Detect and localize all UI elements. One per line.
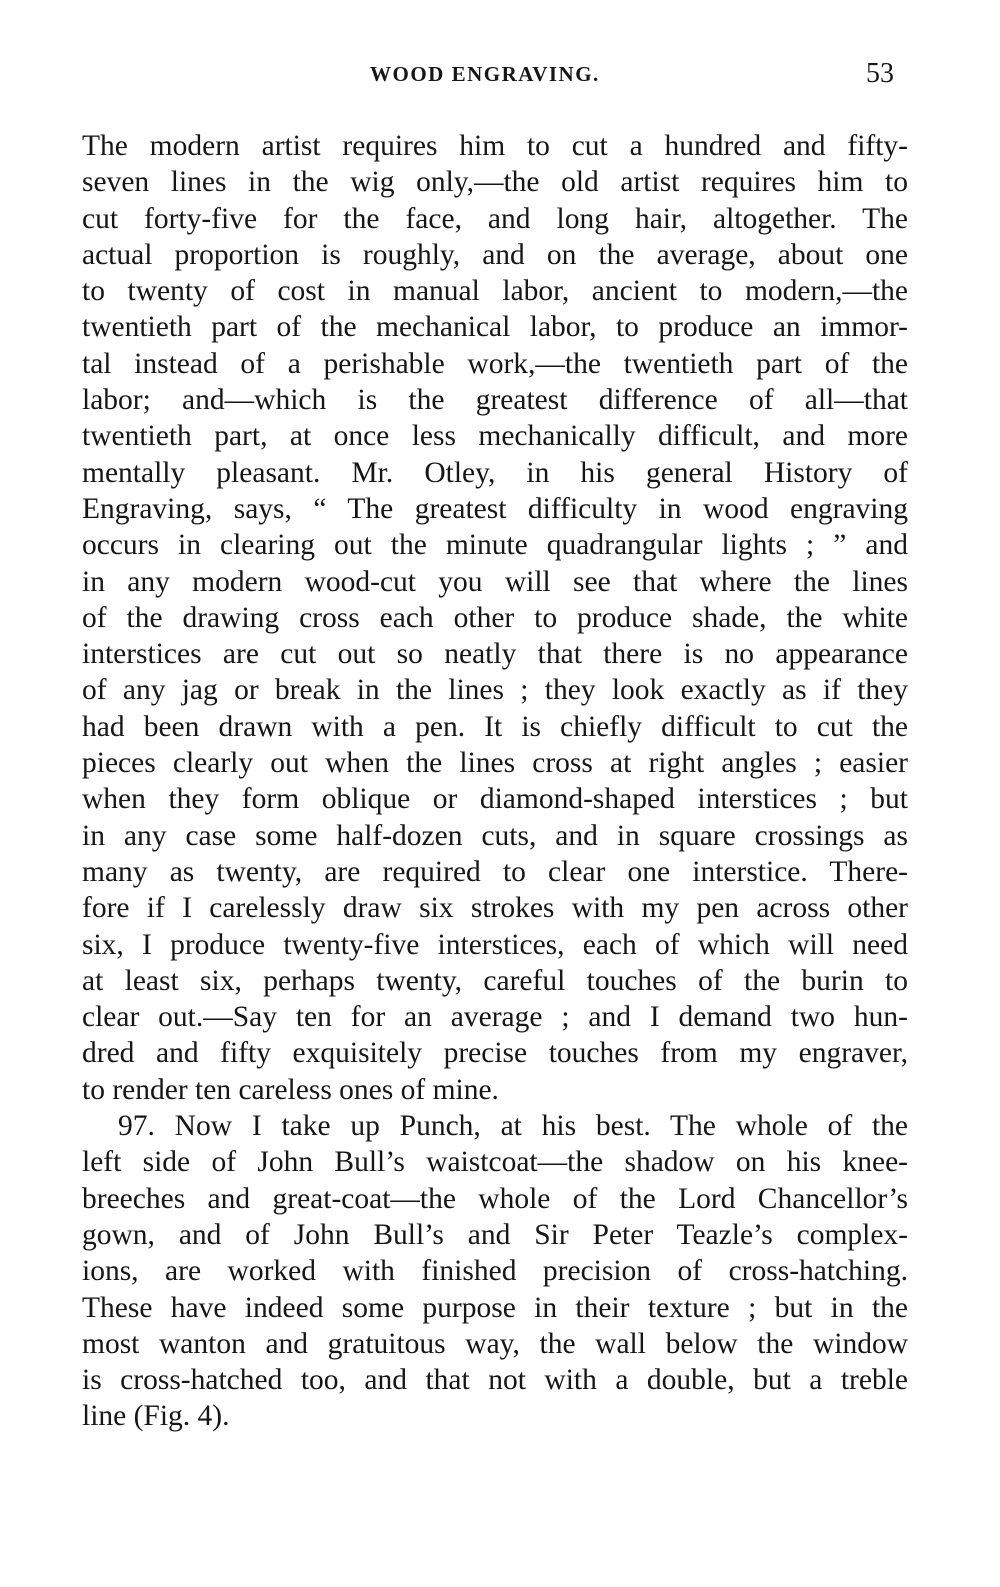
text-line: tal instead of a perishable work,—the twentieth part of the (82, 347, 908, 380)
text-line: of the drawing cross each other to produce shade, the white (82, 601, 908, 634)
text-line: occurs in clearing out the minute quadrangular lights ; ” and (82, 529, 908, 562)
text-line: most wanton and gratuitous way, the wall below the window (82, 1327, 908, 1360)
text-line: left side of John Bull’s waistcoat—the shadow on his knee- (82, 1146, 908, 1179)
text-line: ions, are worked with finished precision of cross-hatching. (82, 1255, 908, 1288)
text-line: of any jag or break in the lines ; they look exactly as if they (82, 674, 908, 707)
text-line: seven lines in the wig only,—the old artist requires him to (82, 166, 908, 199)
body-text (82, 128, 908, 1435)
text-line: fore if I carelessly draw six strokes with my pen across other (82, 892, 908, 925)
paragraph-1 (82, 128, 908, 1108)
text-line: in any modern wood-cut you will see that where the lines (82, 565, 908, 598)
text-line: actual proportion is roughly, and on the average, about one (82, 238, 908, 271)
text-line: had been drawn with a pen. It is chiefly difficult to cut the (82, 710, 908, 743)
text-line: to twenty of cost in manual labor, ancient to modern,—the (82, 275, 908, 308)
text-line: These have indeed some purpose in their texture ; but in the (82, 1291, 908, 1324)
text-line: pieces clearly out when the lines cross at right angles ; easier (82, 747, 908, 780)
text-line: The modern artist requires him to cut a hundred and fifty- (82, 130, 908, 162)
text-line: twentieth part, at once less mechanically difficult, and more (82, 420, 908, 453)
text-line: cut forty-five for the face, and long hair, altogether. The (82, 202, 908, 235)
text-line: clear out.—Say ten for an average ; and I demand two hun- (82, 1001, 908, 1034)
running-title: WOOD ENGRAVING. (370, 62, 600, 86)
text-line: at least six, perhaps twenty, careful touches of the burin to (82, 964, 908, 997)
text-line: labor; and—which is the greatest difference of all—that (82, 384, 908, 417)
text-line: breeches and great-coat—the whole of the Lord Chancellor’s (82, 1182, 908, 1215)
text-line: line (Fig. 4). (82, 1400, 230, 1433)
text-line: Engraving, says, “ The greatest difficulty in wood engraving (82, 492, 908, 525)
text-line: in any case some half-dozen cuts, and in square crossings as (82, 819, 908, 852)
text-line: is cross-hatched too, and that not with a double, but a treble (82, 1364, 908, 1397)
running-head (0, 58, 1000, 90)
text-line: interstices are cut out so neatly that there is no appearance (82, 638, 908, 671)
text-line: to render ten careless ones of mine. (82, 1073, 499, 1106)
text-line: gown, and of John Bull’s and Sir Peter Teazle’s complex- (82, 1218, 908, 1251)
text-line: many as twenty, are required to clear one interstice. There- (82, 855, 908, 888)
text-line: twentieth part of the mechanical labor, to produce an immor- (82, 311, 908, 344)
text-line: mentally pleasant. Mr. Otley, in his general History of (82, 456, 908, 489)
page-number: 53 (866, 58, 894, 89)
paragraph-2 (82, 1108, 908, 1435)
text-line: dred and fifty exquisitely precise touches from my engraver, (82, 1037, 908, 1070)
text-line: 97. Now I take up Punch, at his best. The whole of the (118, 1110, 908, 1143)
text-line: when they form oblique or diamond-shaped interstices ; but (82, 783, 908, 816)
text-line: six, I produce twenty-five interstices, each of which will need (82, 928, 908, 961)
